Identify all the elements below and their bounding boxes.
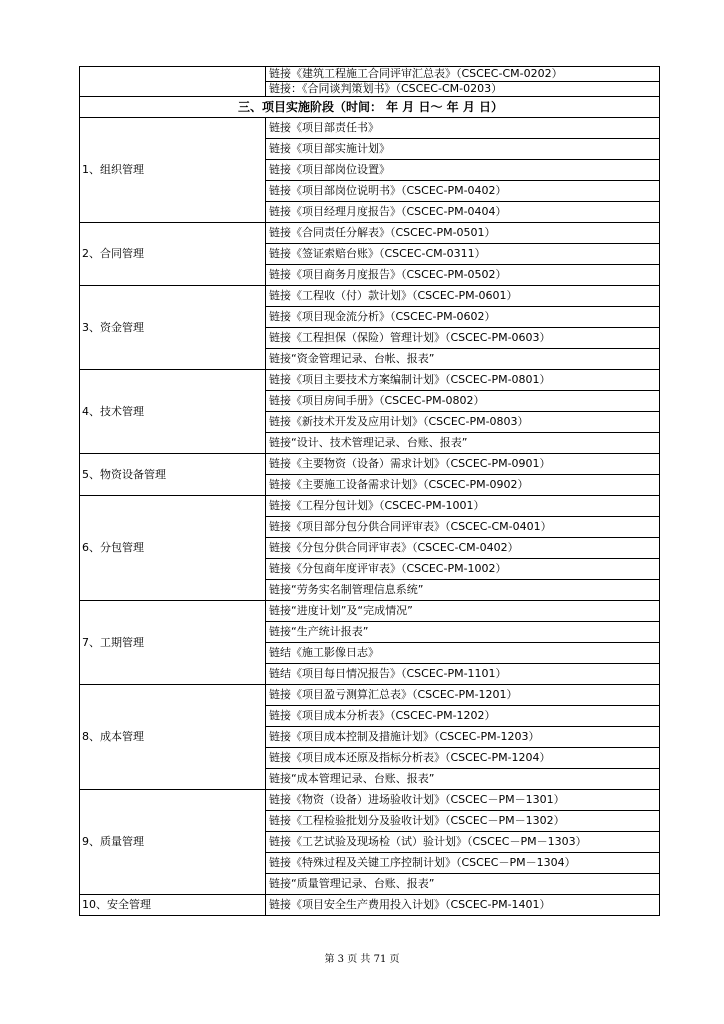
link-cell[interactable]: 链接《项目盈亏测算汇总表》（CSCEC-PM-1201） [266, 685, 660, 706]
category-label: 7、工期管理 [80, 601, 266, 685]
category-label: 10、安全管理 [80, 895, 266, 916]
link-cell[interactable]: 链接《主要物资（设备）需求计划》（CSCEC-PM-0901） [266, 454, 660, 475]
table-row [80, 685, 660, 706]
table-row [80, 496, 660, 517]
link-cell[interactable]: 链接《分包商年度评审表》（CSCEC-PM-1002） [266, 559, 660, 580]
link-cell[interactable]: 链接《新技术开发及应用计划》（CSCEC-PM-0803） [266, 412, 660, 433]
page-footer: 第 3 页 共 71 页 [324, 954, 400, 965]
link-cell[interactable]: 链接《项目成本控制及措施计划》（CSCEC-PM-1203） [266, 727, 660, 748]
table-row [80, 67, 660, 82]
category-label: 2、合同管理 [80, 223, 266, 286]
link-cell[interactable]: 链接《建筑工程施工合同评审汇总表》（CSCEC-CM-0202） [266, 67, 660, 82]
category-label: 3、资金管理 [80, 286, 266, 370]
document-table [79, 66, 660, 916]
link-cell[interactable]: 链接：《合同谈判策划书》（CSCEC-CM-0203） [266, 82, 660, 97]
link-cell[interactable]: 链结《施工影像日志》 [266, 643, 660, 664]
link-cell[interactable]: 链接《项目现金流分析》（CSCEC-PM-0602） [266, 307, 660, 328]
link-cell[interactable]: 链接《项目安全生产费用投入计划》（CSCEC-PM-1401） [266, 895, 660, 916]
table-row [80, 895, 660, 916]
section-header-row [80, 97, 660, 118]
category-label: 9、质量管理 [80, 790, 266, 895]
category-label: 1、组织管理 [80, 118, 266, 223]
link-cell[interactable]: 链接“进度计划”及“完成情况” [266, 601, 660, 622]
link-cell[interactable]: 链接《工程分包计划》（CSCEC-PM-1001） [266, 496, 660, 517]
link-cell[interactable]: 链接《项目经理月度报告》（CSCEC-PM-0404） [266, 202, 660, 223]
table-row [80, 601, 660, 622]
link-cell[interactable]: 链接《项目部责任书》 [266, 118, 660, 139]
link-cell[interactable]: 链接“设计、技术管理记录、台账、报表” [266, 433, 660, 454]
category-label: 6、分包管理 [80, 496, 266, 601]
table-row [80, 286, 660, 307]
link-cell[interactable]: 链接《分包分供合同评审表》（CSCEC-CM-0402） [266, 538, 660, 559]
link-cell[interactable]: 链接《签证索赔台账》（CSCEC-CM-0311） [266, 244, 660, 265]
section-title: 三、项目实施阶段（时间： 年 月 日～ 年 月 日） [80, 97, 660, 118]
link-cell[interactable]: 链接《项目商务月度报告》（CSCEC-PM-0502） [266, 265, 660, 286]
empty-category-cell [80, 67, 266, 97]
link-cell[interactable]: 链接《合同责任分解表》（CSCEC-PM-0501） [266, 223, 660, 244]
link-cell[interactable]: 链结《项目每日情况报告》（CSCEC-PM-1101） [266, 664, 660, 685]
table-row [80, 118, 660, 139]
table-row [80, 454, 660, 475]
link-cell[interactable]: 链接《项目部岗位说明书》（CSCEC-PM-0402） [266, 181, 660, 202]
link-cell[interactable]: 链接《工程担保（保险）管理计划》（CSCEC-PM-0603） [266, 328, 660, 349]
table-row [80, 223, 660, 244]
link-cell[interactable]: 链接《工程收（付）款计划》（CSCEC-PM-0601） [266, 286, 660, 307]
link-cell[interactable]: 链接“资金管理记录、台帐、报表” [266, 349, 660, 370]
link-cell[interactable]: 链接《项目部分包分供合同评审表》（CSCEC-CM-0401） [266, 517, 660, 538]
link-cell[interactable]: 链接《项目成本还原及指标分析表》（CSCEC-PM-1204） [266, 748, 660, 769]
link-cell[interactable]: 链接《项目主要技术方案编制计划》（CSCEC-PM-0801） [266, 370, 660, 391]
link-cell[interactable]: 链接《物资（设备）进场验收计划》（CSCEC－PM－1301） [266, 790, 660, 811]
category-label: 4、技术管理 [80, 370, 266, 454]
category-label: 8、成本管理 [80, 685, 266, 790]
link-cell[interactable]: 链接“劳务实名制管理信息系统” [266, 580, 660, 601]
link-cell[interactable]: 链接《项目房间手册》（CSCEC-PM-0802） [266, 391, 660, 412]
table-row [80, 790, 660, 811]
category-label: 5、物资设备管理 [80, 454, 266, 496]
link-cell[interactable]: 链接《工程检验批划分及验收计划》（CSCEC－PM－1302） [266, 811, 660, 832]
link-cell[interactable]: 链接“成本管理记录、台账、报表” [266, 769, 660, 790]
link-cell[interactable]: 链接《工艺试验及现场检（试）验计划》（CSCEC－PM－1303） [266, 832, 660, 853]
link-cell[interactable]: 链接“质量管理记录、台账、报表” [266, 874, 660, 895]
link-cell[interactable]: 链接《项目成本分析表》（CSCEC-PM-1202） [266, 706, 660, 727]
link-cell[interactable]: 链接《特殊过程及关键工序控制计划》（CSCEC－PM－1304） [266, 853, 660, 874]
link-cell[interactable]: 链接《项目部岗位设置》 [266, 160, 660, 181]
link-cell[interactable]: 链接“生产统计报表” [266, 622, 660, 643]
link-cell[interactable]: 链接《主要施工设备需求计划》（CSCEC-PM-0902） [266, 475, 660, 496]
link-cell[interactable]: 链接《项目部实施计划》 [266, 139, 660, 160]
table-row [80, 370, 660, 391]
